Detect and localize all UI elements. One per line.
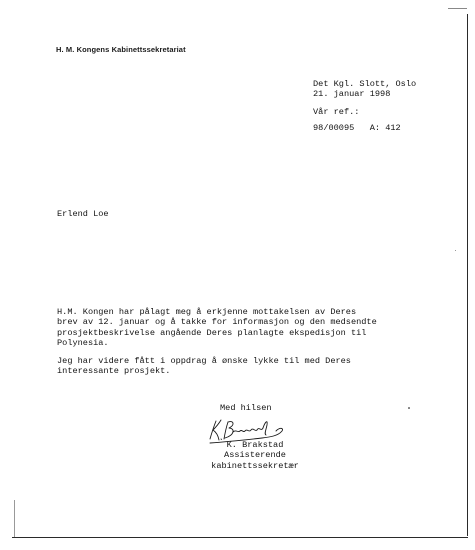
scan-speck: [455, 250, 456, 251]
signatory-title-line-2: kabinettssekretær: [211, 460, 299, 471]
reference-block: [313, 107, 401, 135]
signatory-title-line-1: Assisterende: [224, 450, 286, 461]
letter-date: 21. januar 1998: [313, 89, 391, 100]
reference-archive: A: 412: [369, 123, 401, 134]
scan-edge-right: [467, 14, 468, 536]
body-line: H.M. Kongen har pålagt meg å erkjenne mottakelsen av Deres: [57, 307, 357, 317]
reference-number: 98/00095: [313, 123, 355, 134]
signatory-name: K. Brakstad: [226, 440, 284, 450]
body-line: Polynesia.: [57, 337, 109, 348]
letterhead: H. M. Kongens Kabinettssekretariat: [56, 45, 186, 54]
letter-place: Det Kgl. Slott, Oslo: [313, 79, 417, 89]
reference-label: Vår ref.:: [313, 107, 360, 117]
body-paragraph-2: [57, 356, 351, 377]
reference-line: [313, 117, 401, 135]
body-paragraph-1: [57, 307, 377, 348]
body-line: prosjektbeskrivelse angående Deres planlagte ekspedisjon til: [57, 327, 367, 338]
body-line: interessante prosjekt.: [57, 366, 171, 377]
closing-salutation: Med hilsen: [220, 403, 272, 413]
body-line: Jeg har videre fått i oppdrag å ønske lykke til med Deres: [57, 356, 351, 366]
scan-edge-top: [448, 8, 467, 9]
scan-speck: [408, 407, 410, 409]
scan-edge-left: [14, 500, 15, 537]
signatory-block: [200, 440, 310, 471]
place-date-block: [313, 79, 416, 100]
body-line: brev av 12. januar og å takke for informasjon og den medsendte: [57, 317, 377, 328]
recipient-name: Erlend Loe: [57, 209, 109, 219]
scan-edge-bottom: [12, 537, 468, 538]
